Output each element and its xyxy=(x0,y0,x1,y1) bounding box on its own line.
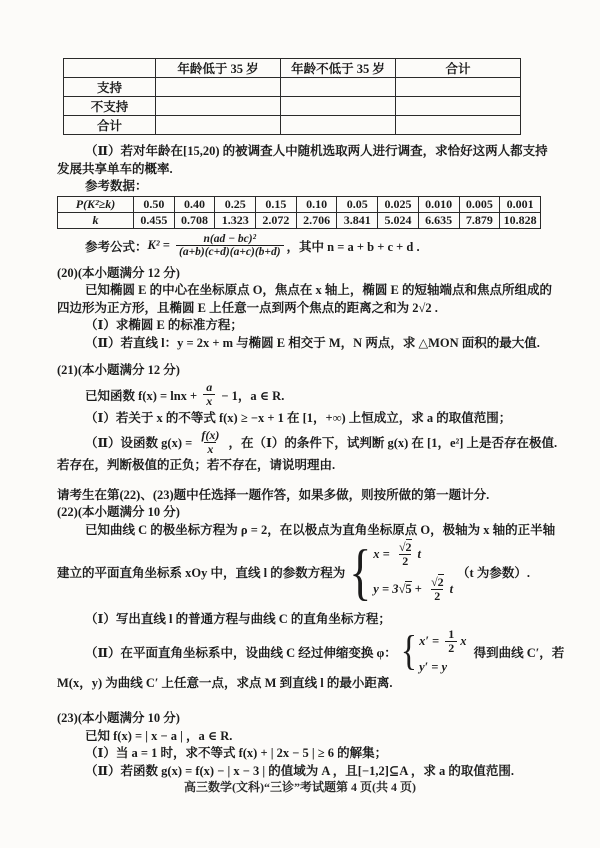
q22-heading: (22)(本小题满分 10 分) xyxy=(57,505,180,519)
table-cell: 2.706 xyxy=(296,212,337,228)
q21-fraction-fx-over-x xyxy=(198,429,222,456)
table-cell: 0.50 xyxy=(134,196,175,212)
q21-heading: (21)(本小题满分 12 分) xyxy=(57,363,180,377)
q22-parametric-line xyxy=(57,536,547,606)
table-row xyxy=(64,78,521,97)
equation-y-prime: y′ = y xyxy=(419,660,448,674)
fraction-numerator: a xyxy=(206,380,213,394)
row-label-cell: 不支持 xyxy=(64,97,156,116)
q22-part1: （Ⅰ）写出直线 l 的普通方程与曲线 C 的直角坐标方程； xyxy=(85,612,391,626)
fraction-denominator: 2 xyxy=(445,641,457,655)
q21-part2-post: ，在（Ⅰ）的条件下，试判断 g(x) 在 [1，e²] 上是否存在极值. xyxy=(225,436,558,450)
table-cell: 0.025 xyxy=(378,196,419,212)
q21-part2 xyxy=(57,427,558,457)
reference-table xyxy=(57,196,541,229)
table-cell xyxy=(281,97,396,116)
plus-sign: + xyxy=(411,582,425,596)
table-header-cell: 年龄低于 35 岁 xyxy=(156,59,281,78)
table-header-cell: 年龄不低于 35 岁 xyxy=(281,59,396,78)
reference-formula xyxy=(85,229,547,263)
parameter-t: t xyxy=(417,547,421,561)
table-cell: 3.841 xyxy=(337,212,378,228)
table-header-cell: P(K²≥k) xyxy=(58,196,134,212)
q19-part2-line1: （Ⅱ）若对年龄在[15,20) 的被调查人中随机选取两人进行调查，求恰好这两人都支持 xyxy=(85,144,548,158)
page-footer: 高三数学(文科)“三诊”考试题第 4 页(共 4 页) xyxy=(184,780,416,794)
table-cell xyxy=(156,78,281,97)
fraction-sqrt2-over-2 xyxy=(396,541,415,568)
table-cell: 6.635 xyxy=(418,212,459,228)
fraction-1-over-2 xyxy=(445,628,457,655)
table-cell: 0.001 xyxy=(500,196,541,212)
q20-part2: （Ⅱ）若直线 l：y = 2x + m 与椭圆 E 相交于 M，N 两点，求 △MON 面积的最大值. xyxy=(85,335,540,350)
row-label-cell: 支持 xyxy=(64,78,156,97)
table-cell: 0.10 xyxy=(296,196,337,212)
left-brace: { xyxy=(400,627,418,674)
fraction-denominator: x xyxy=(203,394,215,408)
table-cell xyxy=(281,78,396,97)
equation-y xyxy=(373,576,453,603)
formula-lhs: K² = xyxy=(147,238,173,252)
fraction-numerator: f(x) xyxy=(201,427,220,442)
table-row xyxy=(64,116,521,135)
table-cell: 0.05 xyxy=(337,196,378,212)
q19-part2-line2: 发展共享单车的概率. xyxy=(57,161,173,176)
fraction-numerator xyxy=(428,576,447,589)
table-cell: 0.25 xyxy=(215,196,256,212)
system-equations xyxy=(373,541,453,603)
fraction-denominator: x xyxy=(204,442,216,456)
radicand: 2 xyxy=(405,540,412,554)
q22-part2-pre: （Ⅱ）在平面直角坐标系中，设曲线 C 经过伸缩变换 φ： xyxy=(85,645,397,660)
formula-fraction xyxy=(176,233,284,259)
row-label-cell: 合计 xyxy=(64,116,156,135)
table-header-cell: 合计 xyxy=(396,59,521,78)
q23-heading: (23)(本小题满分 10 分) xyxy=(57,711,180,725)
choice-note: 请考生在第(22)、(23)题中任选择一题作答，如果多做，则按所做的第一题计分. xyxy=(57,487,490,502)
variable-x: x xyxy=(460,634,467,648)
system-equations xyxy=(419,628,466,675)
q23-part2: （Ⅱ）若函数 g(x) = f(x) − | x − 3 | 的值域为 A ，且[−1,2]⊆A ，求 a 的取值范围. xyxy=(85,763,514,778)
fraction-denominator: (a+b)(c+d)(a+c)(b+d) xyxy=(176,245,284,259)
q22-line2-pre: 建立的平面直角坐标系 xOy 中，直线 l 的参数方程为 xyxy=(57,566,346,580)
q20-part1: （Ⅰ）求椭圆 E 的标准方程； xyxy=(85,318,243,332)
q20-heading: (20)(本小题满分 12 分) xyxy=(57,265,180,280)
equation-lhs: y = 3 xyxy=(373,582,399,596)
sqrt-sign: √ xyxy=(398,582,406,596)
radicand: 5 xyxy=(405,582,412,596)
fraction-numerator: 1 xyxy=(448,627,455,641)
q20-line1: 已知椭圆 E 的中心在坐标原点 O，焦点在 x 轴上，椭圆 E 的短轴端点和焦点所组成的 xyxy=(85,283,553,297)
fraction-denominator: 2 xyxy=(431,589,443,603)
table-row xyxy=(64,97,521,116)
q21-part1: （Ⅰ）若关于 x 的不等式 f(x) ≥ −x + 1 在 [1，+∞) 上恒成立，求 a 的取值范围； xyxy=(85,410,512,425)
sqrt-sign: √ xyxy=(430,575,438,589)
sqrt-sign: √ xyxy=(398,540,406,554)
table-cell: 1.323 xyxy=(215,212,256,228)
q22-line1: 已知曲线 C 的极坐标方程为 ρ = 2，在以极点为直角坐标原点 O，极轴为 x 轴的正半轴 xyxy=(85,522,556,537)
q21-intro-pre: 已知函数 f(x) = lnx + xyxy=(85,388,201,403)
table-cell: 0.010 xyxy=(418,196,459,212)
table-cell xyxy=(396,116,521,135)
reference-data-label: 参考数据： xyxy=(85,179,148,193)
table-cell: 0.708 xyxy=(174,212,215,228)
q23-line1: 已知 f(x) = | x − a | ，a ∈ R. xyxy=(85,728,233,743)
table-cell xyxy=(396,78,521,97)
q22-part2-continued: M(x，y) 为曲线 C′ 上任意一点，求点 M 到直线 l 的最小距离. xyxy=(57,675,393,690)
table-cell: 2.072 xyxy=(256,212,297,228)
q22-parametric-system xyxy=(349,536,454,606)
q21-fraction-a-over-x xyxy=(203,381,215,408)
table-cell: 10.828 xyxy=(500,212,541,228)
table-cell xyxy=(396,97,521,116)
fraction-numerator xyxy=(396,541,415,554)
q21-part2-pre: （Ⅱ）设函数 g(x) = xyxy=(85,436,196,450)
exam-content xyxy=(57,0,565,780)
table-cell xyxy=(156,116,281,135)
formula-label: 参考公式： xyxy=(85,239,148,254)
formula-suffix: ，其中 n = a + b + c + d . xyxy=(286,239,420,254)
table-cell xyxy=(156,97,281,116)
equation-x xyxy=(373,541,453,568)
q22-transform-system xyxy=(401,628,467,675)
table-cell: 0.40 xyxy=(174,196,215,212)
fraction-sqrt2-over-2 xyxy=(428,576,447,603)
survey-table-header-row xyxy=(64,59,521,78)
table-cell: 5.024 xyxy=(378,212,419,228)
table-cell xyxy=(281,116,396,135)
radicand: 2 xyxy=(437,575,444,589)
left-brace: { xyxy=(349,536,372,606)
equation-lhs: x = xyxy=(373,547,393,561)
q23-part1: （Ⅰ）当 a = 1 时，求不等式 f(x) + | 2x − 5 | ≥ 6 的解集； xyxy=(85,746,388,760)
fraction-denominator: 2 xyxy=(399,554,411,568)
q21-intro-post: − 1，a ∈ R. xyxy=(218,388,285,403)
table-header-cell: k xyxy=(58,212,134,228)
table-cell: 0.455 xyxy=(134,212,175,228)
q22-part2-post: 得到曲线 C′，若 xyxy=(470,645,565,660)
survey-table xyxy=(63,58,521,135)
q21-part2-continued: 若存在，判断极值的正负；若不存在，请说明理由. xyxy=(57,458,336,472)
q20-line2: 四边形为正方形，且椭圆 E 上任意一点到两个焦点的距离之和为 2√2 . xyxy=(57,300,438,315)
fraction-numerator: n(ad − bc)² xyxy=(203,232,257,245)
table-cell: 0.15 xyxy=(256,196,297,212)
table-cell: 7.879 xyxy=(459,212,500,228)
table-header-cell xyxy=(64,59,156,78)
table-row xyxy=(58,212,541,228)
parameter-t: t xyxy=(449,582,454,596)
q21-intro xyxy=(57,380,547,410)
equation-lhs: x′ = xyxy=(419,634,443,648)
table-row xyxy=(58,196,541,212)
table-cell: 0.005 xyxy=(459,196,500,212)
q22-parameter-note: （t 为参数）. xyxy=(457,566,530,580)
q22-part2 xyxy=(57,627,565,675)
equation-x-prime xyxy=(419,628,466,655)
